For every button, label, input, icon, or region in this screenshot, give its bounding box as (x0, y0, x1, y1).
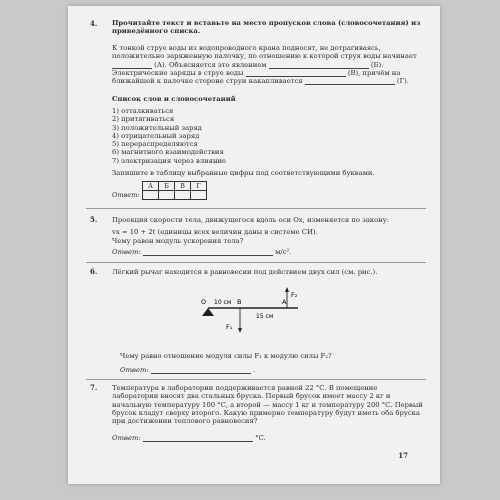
q6-question: Чему равно отношение модуля силы F₁ к модулю силы F₂? (120, 352, 332, 360)
q4-list-item: 4) отрицательный заряд (112, 131, 200, 140)
pivot-icon (202, 308, 214, 316)
q4-header-g: Г (191, 182, 207, 191)
dist-ba: 15 см (256, 313, 274, 320)
q4-answer-label: Ответ: (112, 191, 140, 200)
q6-answer-label: Ответ: (120, 366, 149, 374)
page-number: 17 (398, 451, 408, 460)
q5-formula: vx = 10 + 2t (единицы всех величин даны в системе СИ). (112, 228, 318, 236)
q4-list-title: Список слов и словосочетаний (112, 95, 236, 103)
q6-answer-row (120, 366, 432, 374)
q7-answer-blank[interactable] (143, 441, 253, 442)
q4-label-b: (Б). Электрические заряды в струе воды (112, 60, 384, 77)
q4-blank-g[interactable] (305, 84, 395, 85)
q4-list-item: 3) положительный заряд (112, 123, 202, 132)
label-a: A (282, 298, 287, 306)
q5-answer-row (112, 248, 424, 256)
q4-instruction: Прочитайте текст и вставьте на место пропусков слова (словосочетания) из приведённого списка. (112, 19, 421, 36)
q4-header-a: А (143, 182, 159, 191)
q7-unit: °С. (255, 434, 266, 442)
q4-table-instruction: Запишите в таблицу выбранные цифры под соответствующими буквами. (112, 169, 375, 177)
q4-text2: Объясняется это явлением (168, 60, 267, 69)
q5-question: Чему равен модуль ускорения тела? (112, 237, 244, 245)
q4-text1: К тонкой струе воды из водопроводного крана подносят, не дотрагиваясь, положительно заряженную палочку, по отношению к которой струя воды начинает (112, 44, 417, 61)
q6-answer-blank[interactable] (151, 373, 251, 374)
q7-answer-label: Ответ: (112, 434, 141, 442)
label-o: O (201, 298, 207, 306)
q4-list-item: 2) притягиваться (112, 115, 175, 124)
q4-header-b: Б (159, 182, 175, 191)
q4-answer-cell[interactable] (159, 191, 175, 200)
q4-header-v: В (175, 182, 191, 191)
q7-answer-row (112, 434, 424, 442)
q5-number: 5. (90, 215, 98, 224)
divider (86, 262, 426, 263)
q5-text: Проекция скорости тела, движущегося вдоль оси Ox, изменяется по закону: (112, 216, 390, 224)
dist-ob: 10 см (214, 299, 232, 306)
workbook-page (68, 6, 440, 484)
q4-label-g: (Г). (396, 77, 409, 86)
force2-label: F₂ (291, 291, 298, 299)
force1-arrowhead-icon (238, 328, 242, 333)
force2-arrowhead-icon (285, 287, 289, 292)
divider (86, 208, 426, 209)
q4-list-item: 7) электризация через влияние (112, 156, 227, 165)
q4-passage (112, 44, 424, 85)
q5-answer-blank[interactable] (143, 255, 273, 256)
q4-answer-cell[interactable] (143, 191, 159, 200)
q4-list-item: 5) перераспределяются (112, 140, 198, 149)
q4-label-a: (А). (154, 60, 167, 69)
q4-list-item: 1) отталкиваться (112, 107, 174, 115)
q4-word-list (112, 107, 424, 165)
q4-label-v: (В), причём на ближайшей к палочке стороне струи накапливается (112, 68, 401, 86)
q7-number: 7. (90, 383, 98, 392)
force1-label: F₁ (226, 323, 233, 331)
q6-number: 6. (90, 267, 98, 276)
q6-unit: . (253, 366, 256, 374)
q4-number: 4. (90, 19, 98, 28)
q5-answer-label: Ответ: (112, 248, 141, 256)
q6-text: Лёгкий рычаг находится в равновесии под действием двух сил (см. рис.). (112, 268, 378, 276)
q4-answer-cell[interactable] (191, 191, 207, 200)
divider (86, 379, 426, 380)
q7-text: Температура в лаборатории поддерживается равной 22 °С. В помещение лаборатории вносят два стальных бруска. Первый брусок имеет массу 2 кг и начальную температуру 100 °С, а второй — массу 1 кг и температуру 200 °С. Первый брусок кладут сверху второго. Какую примерно температуру будут иметь оба бруска при достижении теплового равновесия? (112, 384, 423, 426)
q5-unit: м/с². (275, 248, 292, 256)
q4-answer-table (112, 181, 207, 200)
lever-figure (198, 286, 308, 346)
label-b: B (237, 298, 242, 306)
q4-answer-cell[interactable] (175, 191, 191, 200)
q4-list-item: 6) магнитного взаимодействия (112, 148, 224, 157)
